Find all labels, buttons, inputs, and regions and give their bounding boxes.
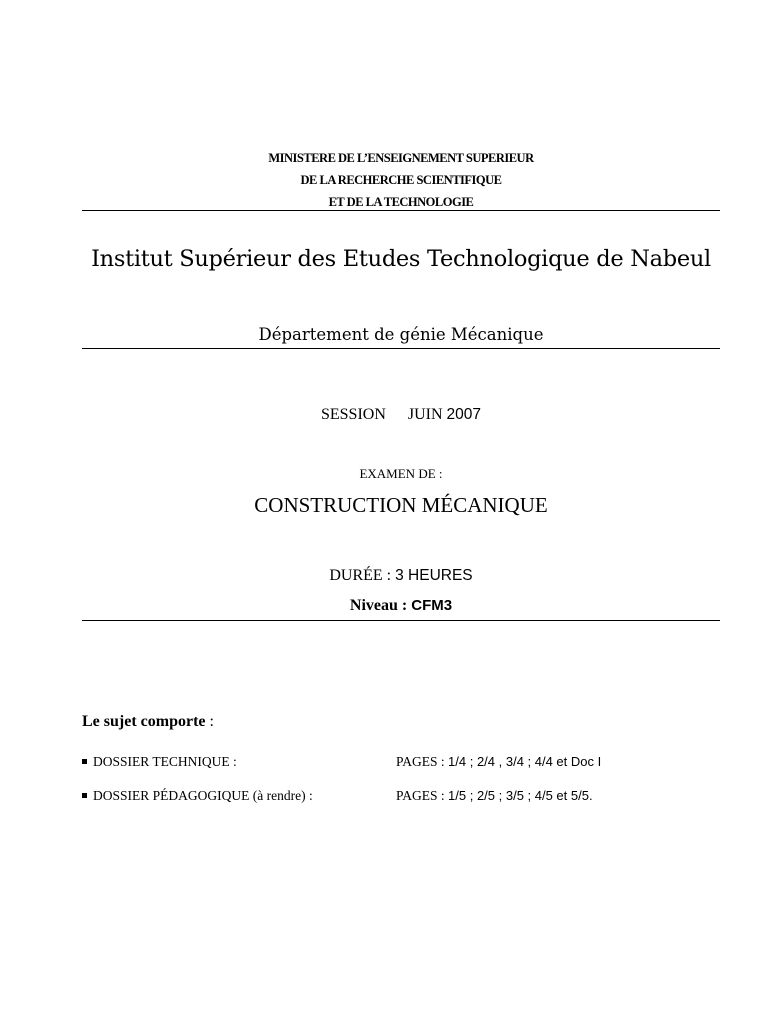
- institute-title: Institut Supérieur des Etudes Technologique de Nabeul: [91, 246, 711, 272]
- duration-label: DURÉE :: [329, 567, 392, 584]
- department-title: Département de génie Mécanique: [258, 325, 544, 344]
- dossier-pages-pedagogical: [396, 788, 593, 804]
- ministry-line-3: ET DE LA TECHNOLOGIE: [328, 195, 474, 209]
- list-item-technical-dossier: [82, 754, 237, 770]
- department-divider: [82, 348, 720, 349]
- level-divider: [82, 620, 720, 621]
- session-year: 2007: [446, 406, 482, 423]
- exam-label: EXAMEN DE :: [359, 466, 443, 481]
- pages-list: 1/4 ; 2/4 , 3/4 ; 4/4 et Doc I: [448, 754, 602, 769]
- header-divider: [82, 210, 720, 211]
- session-line: [82, 406, 720, 424]
- session-label: SESSION: [320, 406, 386, 423]
- dossier-name: DOSSIER TECHNIQUE :: [93, 754, 237, 769]
- pages-label: PAGES :: [396, 754, 445, 769]
- contents-intro-bold: Le sujet comporte: [82, 713, 206, 730]
- session-month: JUIN: [407, 406, 443, 423]
- bullet-icon: [82, 759, 87, 764]
- contents-intro-rest: :: [205, 713, 214, 730]
- level-line: [82, 597, 720, 615]
- dossier-pages-technical: [396, 754, 601, 770]
- ministry-line-2: DE LA RECHERCHE SCIENTIFIQUE: [300, 173, 502, 187]
- duration-value: 3 HEURES: [395, 567, 473, 584]
- dossier-name: DOSSIER PÉDAGOGIQUE (à rendre) :: [93, 788, 313, 803]
- contents-intro: [82, 713, 214, 731]
- list-item-pedagogical-dossier: [82, 788, 313, 804]
- pages-label: PAGES :: [396, 788, 445, 803]
- level-value: CFM3: [411, 597, 453, 614]
- duration-line: [82, 567, 720, 585]
- level-label: Niveau :: [349, 597, 408, 614]
- pages-list: 1/5 ; 2/5 ; 3/5 ; 4/5 et 5/5.: [448, 788, 593, 803]
- exam-subject: CONSTRUCTION MÉCANIQUE: [254, 493, 548, 517]
- bullet-icon: [82, 793, 87, 798]
- ministry-line-1: MINISTERE DE L’ENSEIGNEMENT SUPERIEUR: [268, 151, 534, 165]
